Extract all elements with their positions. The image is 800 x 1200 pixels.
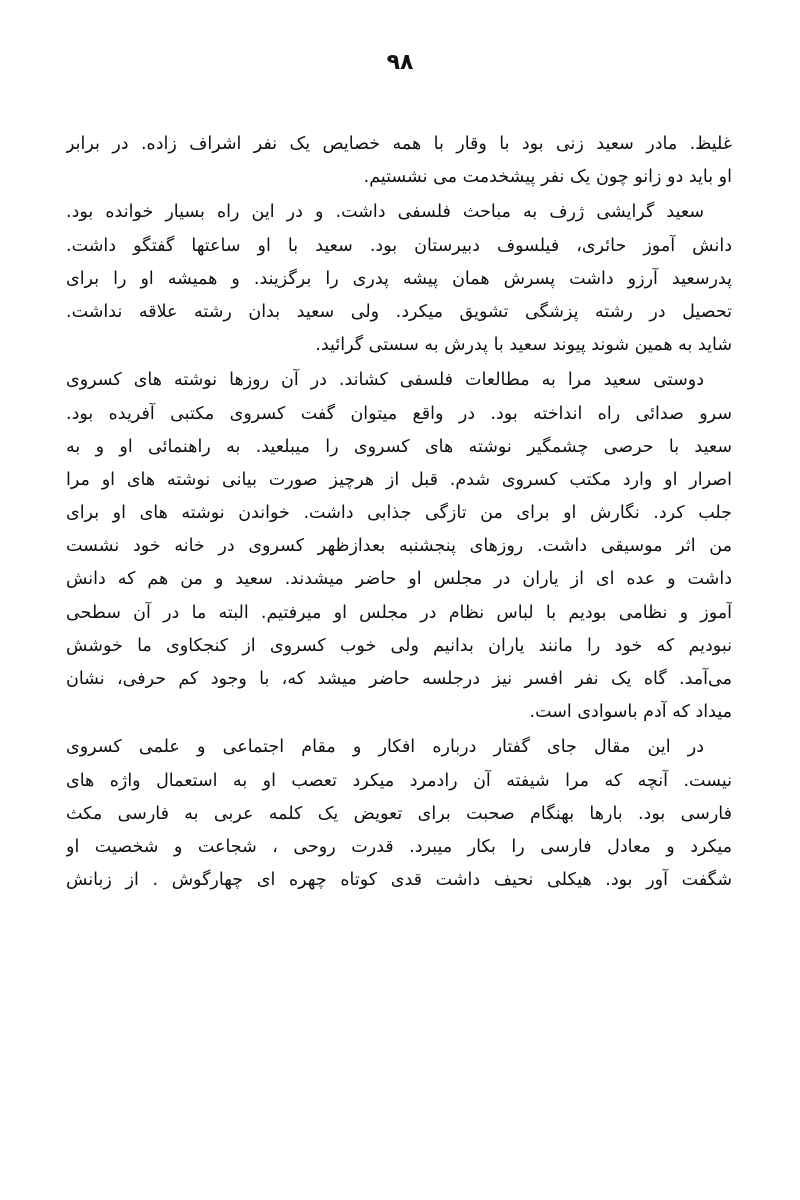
text-line: میکرد و معادل فارسی را بکار میبرد. قدرت روحی ، شجاعت و شخصیت او	[66, 836, 732, 857]
text-line: جلب کرد. نگارش او برای من تازگی جذابی داشت. خواندن نوشته های او برای	[66, 503, 732, 524]
text-line: سعید با حرصی چشمگیر نوشته های کسروی را میبلعید. به راهنمائی او و به	[66, 436, 732, 457]
text-line: آموز و نظامی بودیم با لباس نظام در مجلس او میرفتیم. البته ما در آن سطحی	[66, 602, 732, 623]
text-line: اصرار او وارد مکتب کسروی شدم. قبل از هرچیز صورت بیانی نوشته های او مرا	[66, 469, 732, 490]
text-line: شگفت آور بود. هیکلی نحیف داشت قدی کوتاه چهره ای چهارگوش . از زبانش	[66, 870, 732, 891]
text-line: داشت و عده ای از یاران در مجلس او حاضر میشدند. سعید و من هم که دانش	[66, 569, 732, 590]
text-line: نیست. آنچه که مرا شیفته آن رادمرد میکرد تعصب او به استعمال واژه های	[66, 770, 732, 791]
text-line: تحصیل در رشته پزشگی تشویق میکرد. ولی سعید بدان رشته علاقه نداشت.	[66, 301, 732, 322]
text-line: او باید دو زانو چون یک نفر پیشخدمت می نشستیم.	[363, 167, 732, 188]
text-line: سعید گرایشی ژرف به مباحث فلسفی داشت. و در این راه بسیار خوانده بود.	[66, 202, 704, 223]
paragraph	[66, 128, 732, 194]
text-line: فارسی بود. بارها بهنگام صحبت برای تعویض یک کلمه عربی به فارسی مکث	[66, 803, 732, 824]
text-line: در این مقال جای گفتار درباره افکار و مقام اجتماعی و علمی کسروی	[66, 737, 704, 758]
text-line: دانش آموز حائری، فیلسوف دبیرستان بود. سعید با او ساعتها گفتگو داشت.	[66, 235, 732, 256]
paragraph	[66, 731, 732, 897]
body-text	[66, 128, 732, 897]
text-line: می‌آمد. گاه یک نفر افسر نیز درجلسه حاضر میشد که، با وجود کم حرفی، نشان	[66, 669, 732, 689]
text-line: نبودیم که خود را مانند یاران بدانیم ولی خوب کسروی از کنجکاوی ما خوشش	[66, 635, 732, 656]
text-line: دوستی سعید مرا به مطالعات فلسفی کشاند. در آن روزها نوشته های کسروی	[66, 370, 704, 391]
text-line: شاید به همین شوند پیوند سعید با پدرش به سستی گرائید.	[315, 335, 732, 356]
text-line: پدرسعید آرزو داشت پسرش همان پیشه پدری را برگزیند. و همیشه او را برای	[66, 268, 732, 289]
text-line: غلیظ. مادر سعید زنی بود با وقار با همه خصایص یک نفر اشراف زاده. در برابر	[66, 134, 732, 154]
paragraph	[66, 364, 732, 729]
paragraph	[66, 196, 732, 362]
page-number: ۹۸	[386, 50, 414, 75]
text-line: سرو صدائی راه انداخته بود. در واقع میتوان گفت کسروی مکتبی آفریده بود.	[66, 403, 732, 424]
text-line: من اثر موسیقی داشت. روزهای پنجشنبه بعدازظهر کسروی در خانه خود نشست	[66, 536, 732, 557]
text-line: میداد که آدم باسوادی است.	[529, 702, 732, 723]
